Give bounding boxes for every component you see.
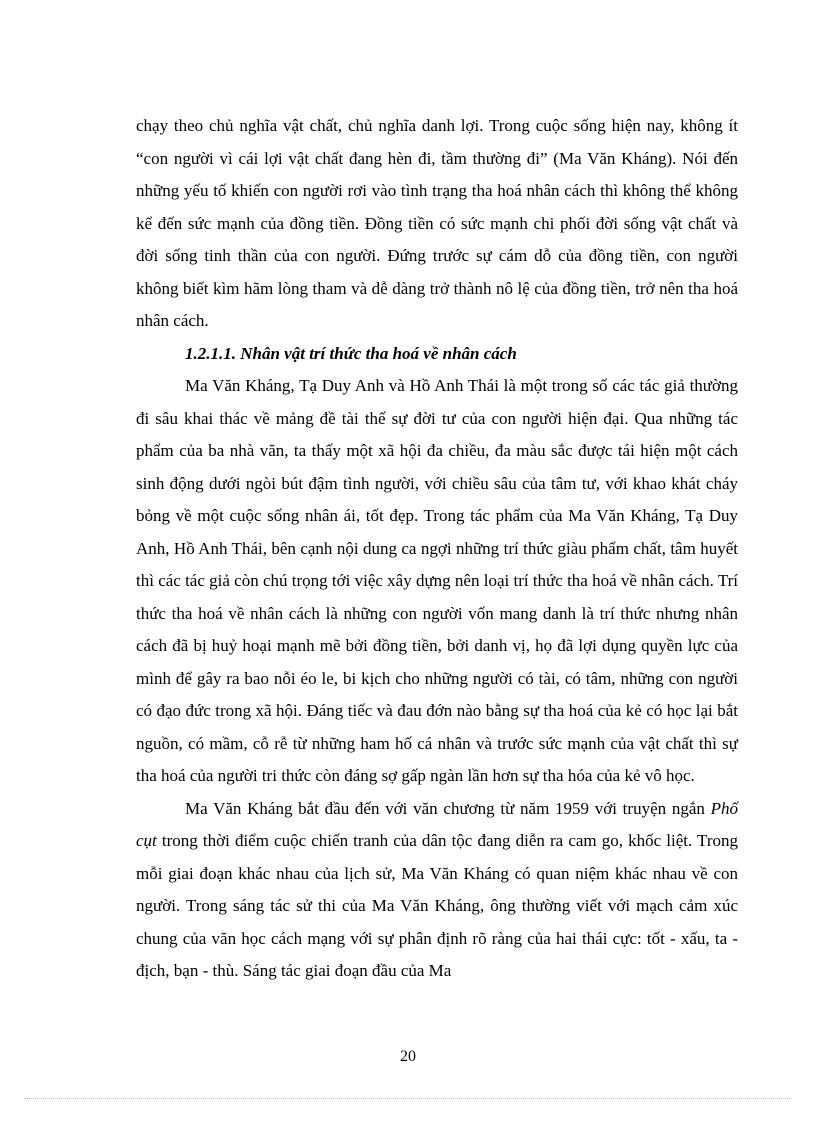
work-title-pho-cut: Phố cụt [136,798,738,850]
paragraph-2: Ma Văn Kháng, Tạ Duy Anh và Hồ Anh Thái là một trong số các tác giả thường đi sâu khai thác về mảng đề tài thế sự đời tư của con người hiện đại. Qua những tác phẩm của ba nhà văn, ta thấy một xã hội đa chiều, đa màu sắc được tái hiện một cách sinh động dưới ngòi bút đậm tình người, với chiều sâu của tâm tư, với khao khát cháy bỏng về một cuộc sống nhân ái, tốt đẹp. Trong tác phẩm của Ma Văn Kháng, Tạ Duy Anh, Hồ Anh Thái, bên cạnh nội dung ca ngợi những trí thức giàu phẩm chất, tâm huyết thì các tác giả còn chú trọng tới việc xây dựng nên loại trí thức tha hoá về nhân cách. Trí thức tha hoá về nhân cách là những con người vốn mang danh là trí thức nhưng nhân cách đã bị huỷ hoại mạnh mẽ bởi đồng tiền, bởi danh vị, họ đã lợi dụng quyền lực của mình để gây ra bao nỗi éo le, bi kịch cho những người có tài, có tâm, những con người có đạo đức trong xã hội. Đáng tiếc và đau đớn nào bằng sự tha hoá của kẻ có học lại bắt nguồn, có mầm, cỗ rễ từ những ham hố cá nhân và trước sức mạnh của vật chất thì sự tha hoá của người tri thức còn đáng sợ gấp ngàn lần hơn sự tha hóa của kẻ vô học. [136,376,738,785]
page-body [136,110,738,988]
page-bottom-divider [24,1098,792,1099]
paragraph-continuation: chạy theo chủ nghĩa vật chất, chủ nghĩa danh lợi. Trong cuộc sống hiện nay, không ít “con người vì cái lợi vật chất đang hèn đi, tầm thường đi” (Ma Văn Kháng). Nói đến những yếu tố khiến con người rơi vào tình trạng tha hoá nhân cách thì không thể không kể đến sức mạnh của đồng tiền. Đồng tiền có sức mạnh chi phối đời sống vật chất và đời sống tinh thần của con người. Đứng trước sự cám dỗ của đồng tiền, con người không biết kìm hãm lòng tham và dễ dàng trở thành nô lệ của đồng tiền, trở nên tha hoá nhân cách. [136,116,738,330]
paragraph-3 [136,793,738,988]
paragraph-3-start: Ma Văn Kháng bắt đầu đến với văn chương từ năm 1959 với truyện ngắn [185,798,711,818]
section-heading: 1.2.1.1. Nhân vật trí thức tha hoá về nhân cách [185,343,517,363]
page-number: 20 [400,1048,416,1065]
paragraph-3-rest: trong thời điểm cuộc chiến tranh của dân tộc đang diễn ra cam go, khốc liệt. Trong mỗi giai đoạn khác nhau của lịch sử, Ma Văn Kháng có quan niệm khác nhau về con người. Trong sáng tác sử thi của Ma Văn Kháng, ông thường viết với mạch cảm xúc chung của văn học cách mạng với sự phân định rõ ràng của hai thái cực: tốt - xấu, ta - địch, bạn - thù. Sáng tác giai đoạn đầu của Ma [136,831,738,980]
